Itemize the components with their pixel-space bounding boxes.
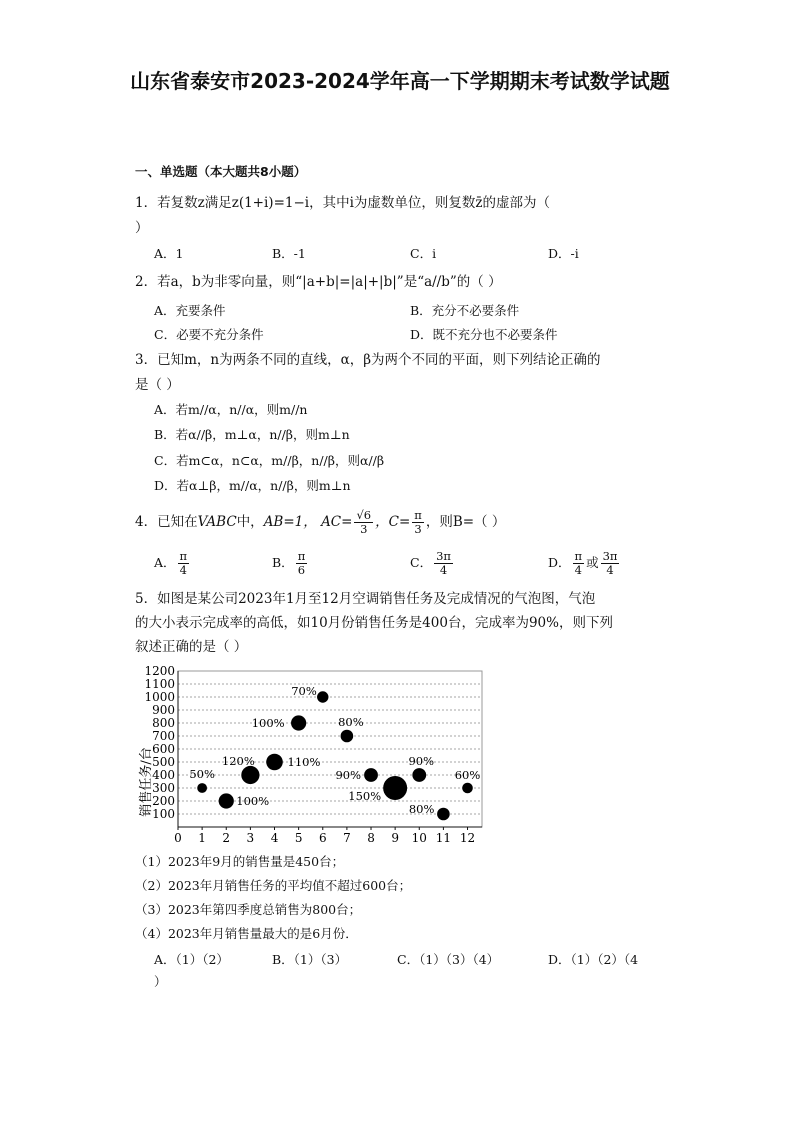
question-3-option-a: A．若m//α，n//α，则m//n [154, 402, 308, 417]
bubble-label: 120% [221, 754, 255, 768]
x-tick-label: 4 [270, 831, 279, 845]
bubble-chart [138, 660, 498, 850]
fraction-denominator: 4 [179, 563, 187, 577]
question-4-option-a [154, 550, 191, 577]
x-tick-label: 3 [246, 831, 255, 845]
question-5-option-c: C．（1）（3）（4） [397, 952, 500, 967]
fraction-numerator: 3π [436, 549, 451, 563]
statement-2: （2）2023年月销售任务的平均值不超过600台； [135, 878, 412, 893]
question-4-stem-b: 中， [236, 514, 264, 530]
question-5-line-2: 的大小表示完成率的高低，如10月份销售任务是400台，完成率为90%，则下列 [135, 615, 613, 631]
bubble [317, 691, 328, 702]
y-tick-label: 400 [152, 768, 175, 782]
bubble-label: 100% [251, 716, 285, 730]
option-fraction [296, 550, 308, 577]
fraction-denominator: 3 [360, 522, 368, 536]
bubble-labels [189, 684, 480, 816]
bubble [462, 783, 473, 794]
bubble [219, 793, 234, 808]
question-4-triangle: VABC [197, 514, 237, 530]
bubble [197, 783, 207, 793]
page-title: 山东省泰安市2023-2024学年高一下学期期末考试数学试题 [130, 69, 670, 93]
fraction-numerator: √6 [356, 508, 372, 522]
bubble [437, 808, 450, 821]
bubble-label: 50% [189, 767, 215, 781]
bubble-label: 150% [348, 789, 382, 803]
bubble [364, 768, 378, 782]
y-tick-label: 600 [152, 742, 175, 756]
question-3-stem-2: 是（ ） [135, 377, 180, 393]
y-tick-label: 900 [152, 703, 175, 717]
question-3-option-d: D．若α⊥β，m//α，n//β，则m⊥n [154, 478, 351, 493]
x-tick-label: 12 [459, 831, 476, 845]
question-5-option-d: D．（1）（2）（4 [548, 952, 639, 967]
option-label: D． [548, 555, 571, 570]
bubble-label: 90% [335, 768, 362, 782]
y-tick-label: 100 [152, 807, 175, 821]
question-4-stem [135, 509, 505, 536]
statement-4: （4）2023年月销售量最大的是6月份． [135, 926, 358, 941]
y-tick-label: 800 [152, 716, 175, 730]
x-tick-label: 5 [294, 831, 303, 845]
bubble [241, 766, 259, 784]
fraction-numerator: π [179, 549, 188, 563]
fraction-denominator: 6 [297, 563, 306, 577]
question-4-stem-a: 4．已知在 [135, 514, 198, 530]
bubble-label: 70% [291, 684, 317, 698]
fraction-denominator: 3 [414, 522, 422, 536]
question-3-stem: 3．已知m，n为两条不同的直线，α，β为两个不同的平面，则下列结论正确的 [135, 352, 601, 368]
question-1-option-c: C．i [410, 246, 437, 261]
question-4-ab: AB=1， [263, 514, 317, 530]
question-5-line-1: 5．如图是某公司2023年1月至12月空调销售任务及完成情况的气泡图，气泡 [135, 591, 596, 607]
chart-grid [178, 671, 482, 814]
x-tick-label: 9 [391, 831, 399, 845]
x-tick-label: 6 [318, 831, 327, 845]
y-tick-label: 300 [152, 781, 175, 795]
option-fraction [434, 550, 453, 577]
fraction-denominator: 4 [574, 563, 582, 577]
option-fraction [573, 550, 585, 577]
fraction-numerator: 3π [602, 549, 618, 563]
option-or: 或 [586, 555, 599, 570]
bubble [266, 754, 283, 771]
bubble [341, 730, 354, 743]
statement-1: （1）2023年9月的销售量是450台； [135, 854, 345, 869]
question-1-stem: 1．若复数z满足z(1+i)=1−i，其中i为虚数单位，则复数z̄的虚部为（ [135, 195, 551, 211]
statement-3: （3）2023年第四季度总销售为800台； [135, 902, 362, 917]
fraction-numerator: π [574, 549, 583, 563]
question-2-option-c: C．必要不充分条件 [154, 327, 264, 342]
question-2-option-a: A．充要条件 [154, 303, 226, 318]
y-tick-label: 200 [152, 794, 175, 808]
x-tick-label: 11 [435, 831, 452, 845]
question-5-option-b: B．（1）（3） [272, 952, 348, 967]
x-tick-label: 10 [411, 831, 427, 845]
question-2-option-b: B．充分不必要条件 [410, 303, 520, 318]
question-1-option-b: B．-1 [272, 246, 306, 261]
bubble [412, 768, 426, 782]
y-tick-label: 1200 [144, 664, 175, 678]
bubble-label: 90% [408, 754, 435, 768]
question-3-option-c: C．若m⊂α，n⊂α，m//β，n//β，则α//β [154, 453, 385, 468]
bubble-label: 110% [287, 755, 321, 769]
bubble-label: 80% [408, 802, 435, 816]
question-4-c-fraction [412, 509, 424, 536]
fraction-numerator: π [297, 549, 306, 563]
bubble-label: 100% [236, 794, 270, 808]
bubble [383, 776, 407, 800]
y-axis-title: 销售任务/台 [139, 747, 154, 817]
fraction-denominator: 4 [439, 563, 448, 577]
bubble-label: 60% [454, 768, 481, 782]
question-1-stem-end: ） [135, 220, 149, 236]
question-1-option-a: A．1 [154, 246, 184, 261]
section-heading: 一、单选题（本大题共8小题） [135, 164, 307, 179]
question-2-option-d: D．既不充分也不必要条件 [410, 327, 558, 342]
option-fraction [178, 550, 190, 577]
question-4-stem-c: ，则B=（ ） [425, 514, 506, 530]
option-label: C． [410, 555, 433, 570]
question-3-option-b: B．若α//β，m⊥α，n//β，则m⊥n [154, 427, 350, 442]
option-label: A． [154, 555, 176, 570]
question-5-line-3: 叙述正确的是（ ） [135, 639, 248, 655]
question-4-option-c [410, 550, 455, 577]
question-4-option-d [548, 550, 621, 577]
question-4-ac-fraction [354, 509, 373, 536]
y-tick-label: 1000 [144, 690, 175, 704]
question-2-stem: 2．若a，b为非零向量，则“|a+b|=|a|+|b|”是“a//b”的（ ） [135, 274, 502, 290]
x-tick-label: 2 [222, 831, 231, 845]
x-tick-label: 0 [174, 831, 182, 845]
option-fraction [601, 550, 620, 577]
y-tick-label: 1100 [144, 677, 175, 691]
fraction-numerator: π [414, 508, 422, 522]
bubble [291, 715, 306, 730]
y-tick-label: 700 [152, 729, 175, 743]
fraction-denominator: 4 [606, 563, 614, 577]
question-5-option-d-tail: ） [154, 974, 167, 989]
option-label: B． [272, 555, 294, 570]
y-tick-label: 500 [152, 755, 175, 769]
question-4-option-b [272, 550, 309, 577]
x-tick-label: 7 [343, 831, 351, 845]
question-4-ac: AC= [321, 514, 353, 530]
question-4-c: ，C= [375, 514, 411, 530]
x-tick-label: 8 [367, 831, 375, 845]
question-5-option-a: A．（1）（2） [154, 952, 229, 967]
x-tick-label: 1 [198, 831, 206, 845]
bubble-label: 80% [338, 715, 364, 729]
question-1-option-d: D．-i [548, 246, 579, 261]
